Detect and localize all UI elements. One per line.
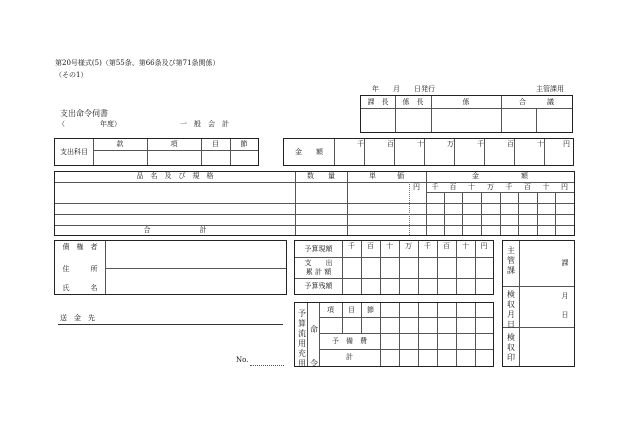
items-amount-unit: 千 — [431, 183, 439, 191]
number-label: No. — [236, 356, 249, 364]
transfer-head-setsu: 節 — [367, 306, 374, 314]
items-amount-unit: 円 — [561, 183, 568, 191]
creditor-box — [54, 240, 287, 295]
transfer-head-moku: 目 — [348, 306, 355, 314]
approval-head-section-chief: 課 長 — [367, 98, 389, 106]
amount-box — [283, 138, 574, 166]
items-table — [54, 171, 575, 236]
items-amount-unit: 十 — [468, 183, 475, 191]
budget-unit: 円 — [480, 242, 488, 250]
address-label: 住 所 — [62, 265, 98, 273]
amount-label: 金 額 — [295, 148, 323, 156]
budget-item-box — [54, 138, 259, 166]
items-head-unit-price: 単 価 — [369, 172, 404, 180]
budget-head-kou: 項 — [170, 140, 178, 148]
amount-unit: 千 — [477, 140, 484, 148]
budget-head-moku: 目 — [212, 140, 219, 148]
approval-head-staff: 係 — [462, 98, 470, 106]
budget-head-setsu: 節 — [240, 140, 248, 148]
creditor-label: 債 権 者 — [62, 243, 98, 251]
amount-unit: 百 — [507, 140, 514, 148]
inspection-box — [502, 240, 575, 367]
budget-unit: 十 — [386, 242, 393, 250]
items-head-amount: 金 額 — [472, 172, 528, 180]
transfer-head-kou: 項 — [327, 306, 334, 314]
budget-cumulative-label-2: 累 計 額 — [305, 268, 332, 276]
approval-head-group-chief: 係 長 — [402, 98, 424, 106]
amount-unit: 百 — [387, 140, 394, 148]
department-label: 主管課用 — [536, 85, 564, 93]
price-unit-yen: 円 — [413, 183, 420, 191]
items-head-quantity: 数 量 — [307, 172, 335, 180]
remittance-line — [58, 324, 283, 325]
amount-unit: 千 — [357, 140, 364, 148]
budget-unit: 万 — [405, 242, 412, 250]
items-head-name: 品 名 及 び 規 格 — [136, 172, 214, 180]
budget-remaining-label: 予算残額 — [304, 282, 333, 290]
items-total-label: 合 計 — [143, 226, 207, 234]
amount-unit: 十 — [537, 140, 544, 148]
form-sub-number: （その1） — [55, 71, 88, 79]
budget-unit: 千 — [348, 242, 355, 250]
budget-unit: 千 — [424, 242, 431, 250]
budget-unit: 百 — [443, 242, 450, 250]
transfer-vertical-label: 予算流用充用 — [298, 309, 306, 368]
receipt-month: 月 — [561, 292, 569, 300]
budget-unit: 十 — [462, 242, 469, 250]
name-label: 氏 名 — [62, 284, 98, 292]
budget-head-kan: 款 — [116, 140, 124, 148]
budget-unit: 百 — [367, 242, 374, 250]
account-label: 一 般 会 計 — [180, 120, 229, 128]
transfer-order-label: 命令 — [310, 325, 318, 368]
budget-current-label: 予算現額 — [304, 245, 333, 253]
order-title: 支出命令伺書 — [60, 109, 108, 118]
transfer-order-box — [294, 302, 494, 367]
amount-unit: 円 — [563, 140, 570, 148]
department-vertical-label: 主管課 — [507, 246, 515, 275]
items-amount-unit: 十 — [542, 183, 550, 191]
transfer-total-label: 計 — [346, 353, 353, 361]
budget-item-label: 支出科目 — [60, 148, 88, 156]
items-amount-unit: 百 — [524, 183, 531, 191]
fiscal-year-label: （ 年度） — [58, 120, 121, 128]
approval-box — [360, 95, 573, 133]
amount-unit: 十 — [417, 140, 424, 148]
receipt-day: 日 — [561, 311, 569, 319]
items-amount-unit: 万 — [487, 183, 494, 191]
form-number: 第20号様式(5)（第55条、第66条及び第71条関係） — [55, 59, 220, 67]
receipt-seal-label: 検収印 — [507, 333, 515, 362]
reserve-fund-label: 予 備 費 — [332, 337, 367, 345]
approval-head-consultation: 合 議 — [519, 98, 554, 106]
remittance-label: 送 金 先 — [60, 314, 95, 322]
issue-date-label: 年 月 日発行 — [372, 85, 435, 93]
items-amount-unit: 百 — [449, 183, 457, 191]
number-line — [250, 365, 284, 366]
department-suffix: 課 — [561, 259, 569, 267]
budget-calc-box — [294, 240, 494, 295]
items-amount-unit: 千 — [505, 183, 513, 191]
budget-cumulative-label-1: 支 出 — [304, 259, 333, 267]
receipt-date-label: 検収月日 — [507, 290, 515, 329]
amount-unit: 万 — [447, 140, 454, 148]
